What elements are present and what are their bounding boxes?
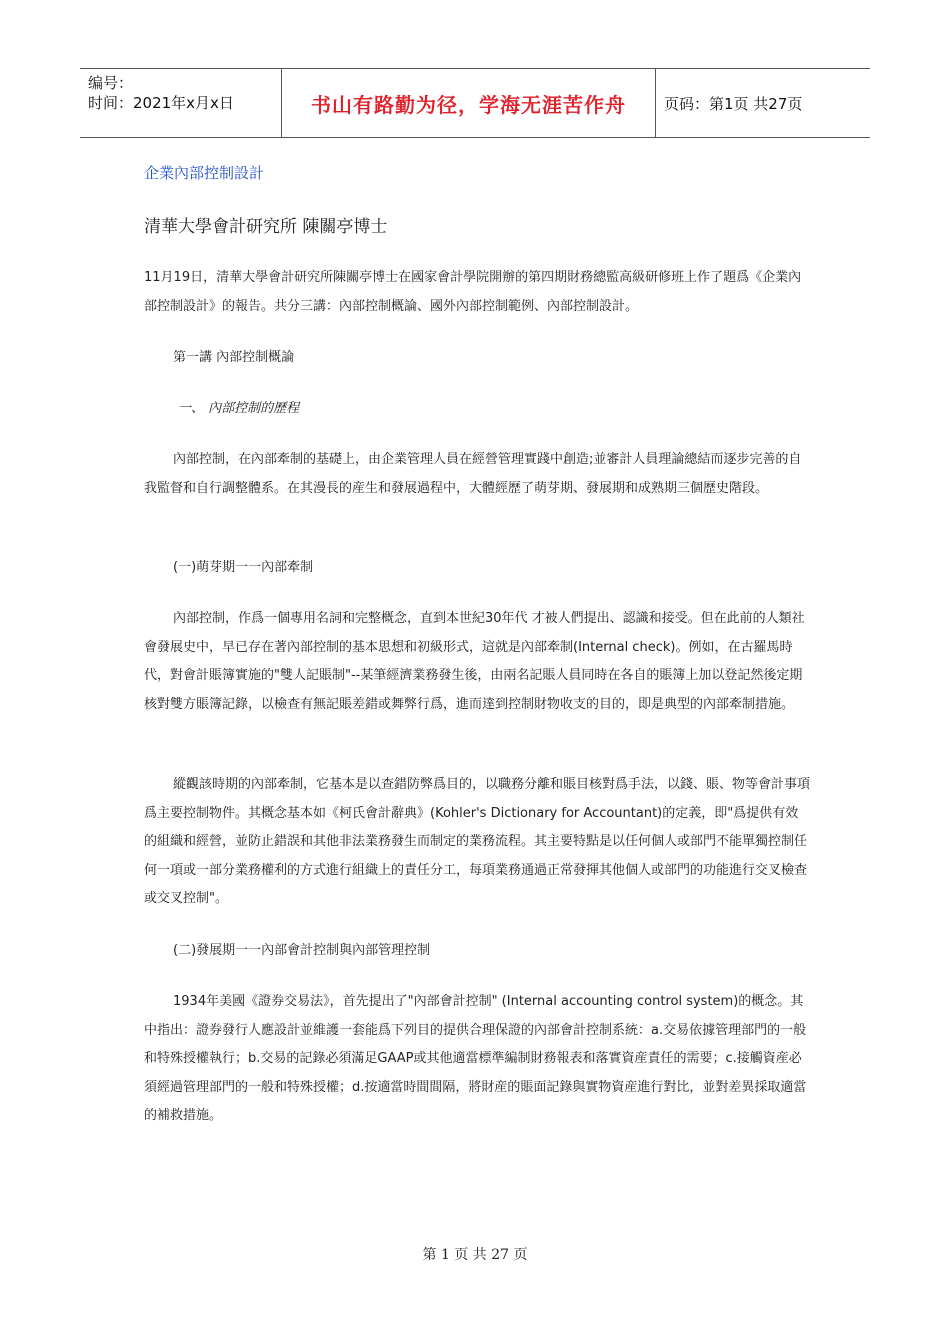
doc-author: 清華大學會計研究所 陳關亭博士 bbox=[144, 217, 388, 237]
paragraph-2: 內部控制，作爲一個專用名詞和完整概念，直到本世紀30年代 才被人們提出、認識和接受。但在此前的人類社會發展史中，早已存在著內部控制的基本思想和初級形式，這就是內部牽制(Internal check)。例如，在古羅馬時代，對會計賬簿實施的"雙人記賬制"--某筆經濟業務發生後，由兩名記賬人員同時在各自的賬簿上加以登記然後定期核對雙方賬簿記錄，以檢查有無記賬差錯或舞弊行爲，進而達到控制財物收支的目的，即是典型的內部牽制措施。 bbox=[144, 611, 805, 712]
paragraph-4: 1934年美國《證券交易法》，首先提出了"內部會計控制" (Internal accounting control system)的概念。其中指出：證券發行人應設計並維護一套能爲下列目的提供合理保證的內部會計控制系統：a.交易依據管理部門的一般和特殊授權執行；b.交易的記錄必須滿足GAAP或其他適當標準編制財務報表和落實資産責任的需要；c.接觸資産必須經過管理部門的一般和特殊授權；d.按適當時間間隔，將財産的賬面記錄與實物資産進行對比，並對差異採取適當的補救措施。 bbox=[144, 994, 807, 1123]
doc-title: 企業內部控制設計 bbox=[144, 164, 265, 182]
paragraph-3: 縱觀該時期的內部牽制，它基本是以查錯防弊爲目的，以職務分離和賬目核對爲手法，以錢、賬、物等會計事項爲主要控制物件。其概念基本如《柯氏會計辭典》(Kohler's Dictionary for Accountant)的定義，即"爲提供有效的組織和經營，並防止錯誤和其他非法業務發生而制定的業務流程。其主要特點是以任何個人或部門不能單獨控制任何一項或一部分業務權利的方式進行組織上的責任分工，每項業務通過正常發揮其他個人或部門的功能進行交叉檢查或交叉控制"。 bbox=[144, 777, 811, 906]
motto-text: 书山有路勤为径，学海无涯苦作舟 bbox=[311, 92, 626, 117]
number-label: 编号： bbox=[88, 74, 134, 92]
document-header bbox=[80, 68, 870, 138]
subheading-1: (一)萌芽期一一內部牽制 bbox=[173, 560, 314, 575]
page-footer: 第 1 页 共 27 页 bbox=[422, 1247, 528, 1263]
header-motto-cell bbox=[282, 69, 656, 137]
time-label: 时间：2021年x月x日 bbox=[88, 94, 234, 112]
section-heading: 一、 內部控制的歷程 bbox=[178, 401, 300, 416]
page-info: 页码：第1页 共27页 bbox=[664, 94, 803, 113]
subheading-2: (二)發展期一一內部會計控制與內部管理控制 bbox=[173, 943, 431, 958]
lecture-heading: 第一講 內部控制概論 bbox=[173, 350, 295, 365]
intro-paragraph: 11月19日，清華大學會計研究所陳關亭博士在國家會計學院開辦的第四期財務總監高級研修班上作了題爲《企業內部控制設計》的報告。共分三講：內部控制概論、國外內部控制範例、內部控制設計。 bbox=[144, 270, 802, 314]
header-page-cell bbox=[656, 69, 870, 137]
paragraph-1: 內部控制，在內部牽制的基礎上，由企業管理人員在經營管理實踐中創造;並審計人員理論總結而逐步完善的自我監督和自行調整體系。在其漫長的産生和發展過程中，大體經歷了萌芽期、發展期和成熟期三個歷史階段。 bbox=[144, 452, 802, 496]
header-meta-cell bbox=[80, 69, 282, 137]
